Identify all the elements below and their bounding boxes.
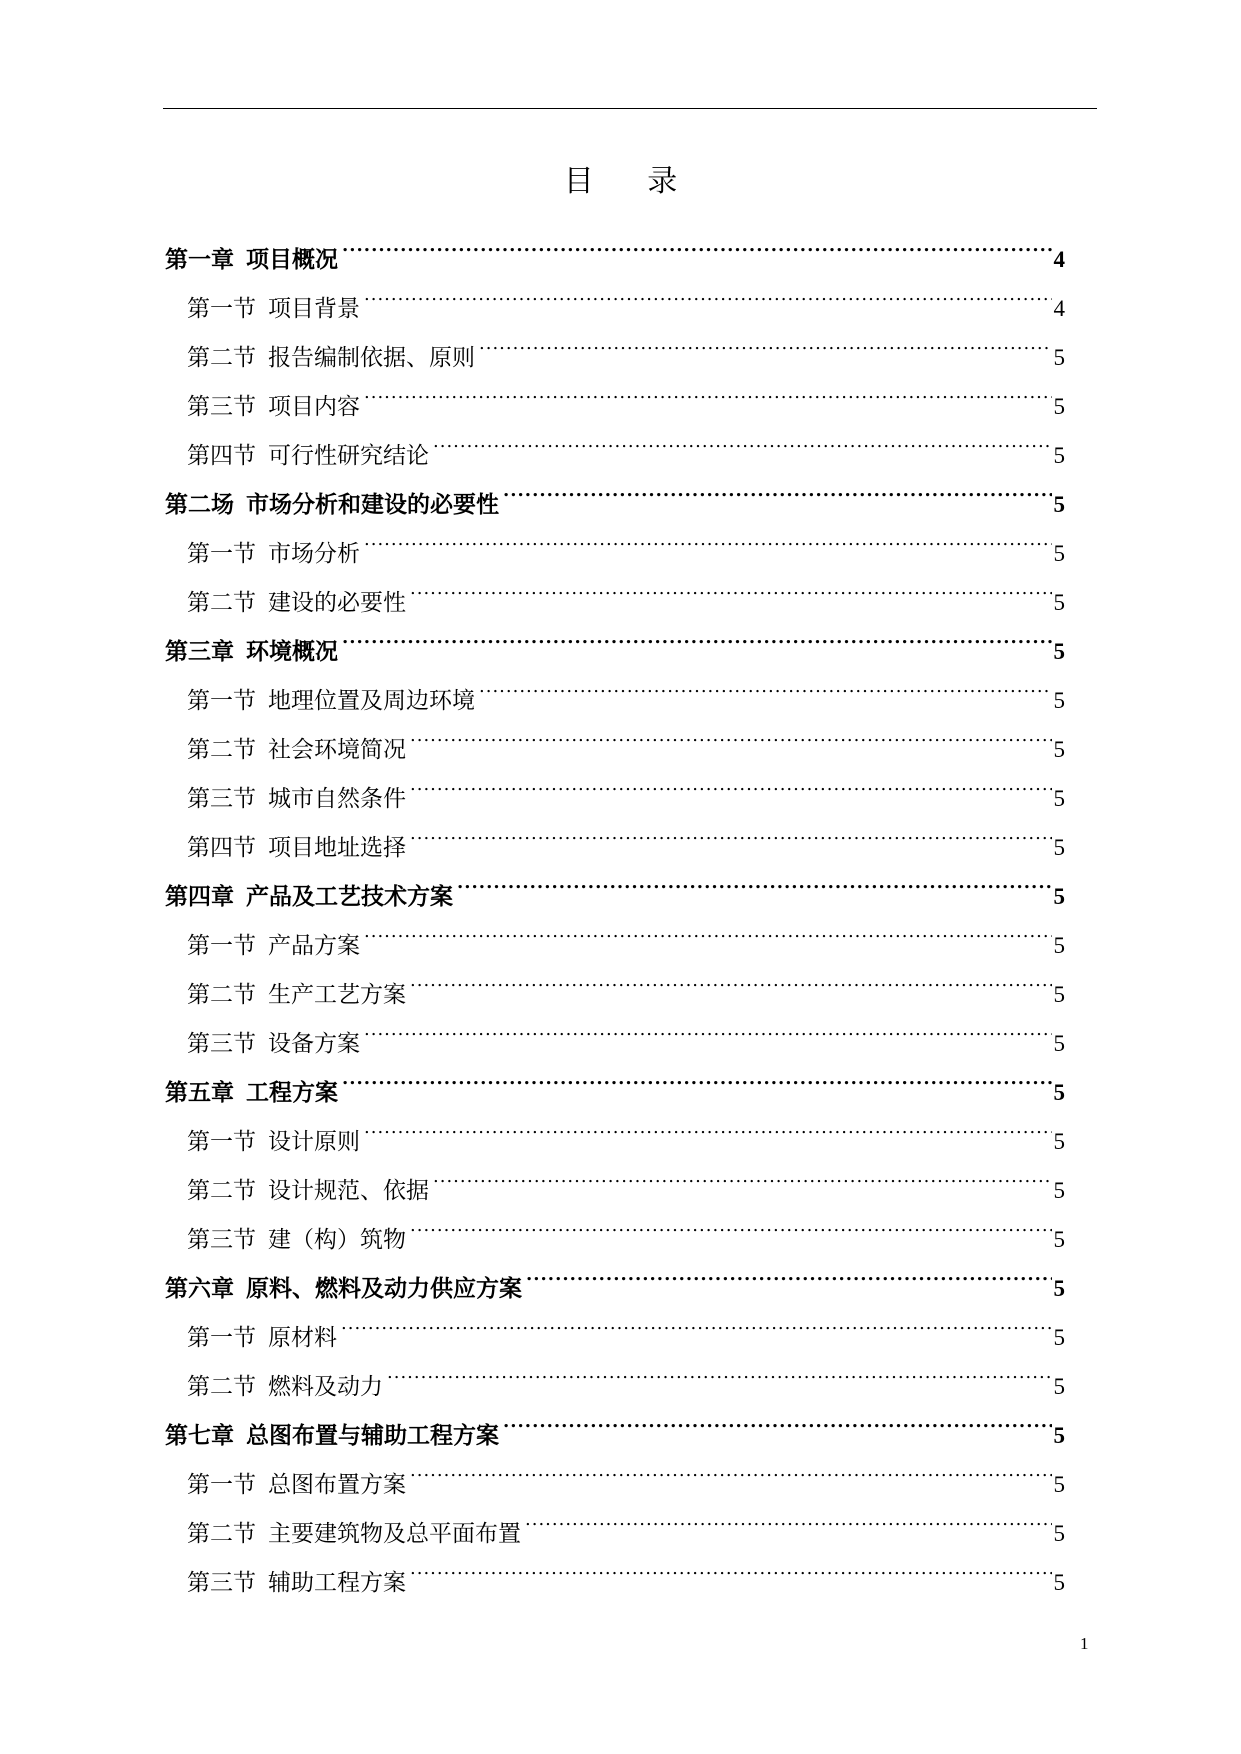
toc-entry-number: 第二节 bbox=[187, 1374, 256, 1400]
toc-entry-number: 第二节 bbox=[187, 345, 256, 371]
toc-entry-page: 5 bbox=[1053, 1178, 1065, 1203]
toc-entry-page: 5 bbox=[1053, 1129, 1065, 1154]
page-number: 1 bbox=[1080, 1634, 1089, 1653]
toc-entry-page: 5 bbox=[1053, 345, 1065, 370]
toc-dot-leader bbox=[410, 806, 1052, 855]
toc-dot-leader bbox=[410, 953, 1052, 1002]
toc-entry-title: 产品及工艺技术方案 bbox=[246, 883, 453, 910]
toc-dot-leader bbox=[503, 1394, 1052, 1443]
toc-dot-leader bbox=[525, 1492, 1052, 1541]
toc-entry-page: 5 bbox=[1053, 443, 1065, 468]
toc-dot-leader bbox=[479, 659, 1052, 708]
toc-entry-number: 第一节 bbox=[187, 933, 256, 959]
toc-entry-page: 5 bbox=[1053, 1423, 1065, 1448]
toc-entry-page: 5 bbox=[1053, 492, 1065, 517]
toc-entry-number: 第三节 bbox=[187, 1031, 256, 1057]
toc-entry-title: 市场分析 bbox=[268, 541, 360, 567]
toc-entry-number: 第四节 bbox=[187, 443, 256, 469]
toc-entry-number: 第一节 bbox=[187, 1129, 256, 1155]
toc-entry-page: 5 bbox=[1053, 1031, 1065, 1056]
toc-entry-number: 第一节 bbox=[187, 1472, 256, 1498]
toc-entry-number: 第二节 bbox=[187, 737, 256, 763]
toc-entry-page: 5 bbox=[1053, 394, 1065, 419]
toc-dot-leader bbox=[341, 1296, 1052, 1345]
toc-entry-page: 5 bbox=[1053, 1374, 1065, 1399]
toc-entry-title: 项目概况 bbox=[246, 246, 338, 273]
toc-dot-leader bbox=[410, 1443, 1052, 1492]
toc-entry-page: 5 bbox=[1053, 541, 1065, 566]
toc-entry-number: 第三节 bbox=[187, 1570, 256, 1596]
toc-entry-number: 第三节 bbox=[187, 394, 256, 420]
toc-dot-leader bbox=[410, 757, 1052, 806]
toc-dot-leader bbox=[410, 1541, 1052, 1590]
toc-entry-page: 5 bbox=[1053, 982, 1065, 1007]
toc-entry-page: 5 bbox=[1053, 688, 1065, 713]
toc-dot-leader bbox=[364, 1002, 1052, 1051]
toc-entry-page: 5 bbox=[1053, 1521, 1065, 1546]
toc-entry-page: 5 bbox=[1053, 933, 1065, 958]
toc-entry-title: 辅助工程方案 bbox=[268, 1570, 406, 1596]
toc-entry-title: 报告编制依据、原则 bbox=[268, 345, 475, 371]
toc-entry-title: 设计原则 bbox=[268, 1129, 360, 1155]
toc-entry-title: 项目内容 bbox=[268, 394, 360, 420]
toc-entry-number: 第二节 bbox=[187, 590, 256, 616]
toc-entry-page: 5 bbox=[1053, 1325, 1065, 1350]
toc-entry-number: 第一节 bbox=[187, 541, 256, 567]
toc-entry-page: 5 bbox=[1053, 835, 1065, 860]
toc-dot-leader bbox=[410, 708, 1052, 757]
toc-entry-page: 5 bbox=[1053, 590, 1065, 615]
header-rule bbox=[163, 108, 1097, 109]
toc-dot-leader bbox=[503, 463, 1052, 512]
toc-entry-title: 设备方案 bbox=[268, 1031, 360, 1057]
toc-entry-title: 工程方案 bbox=[246, 1079, 338, 1106]
toc-entry-title: 环境概况 bbox=[246, 638, 338, 665]
toc-entry-number: 第一节 bbox=[187, 688, 256, 714]
toc-dot-leader bbox=[479, 316, 1052, 365]
table-of-contents bbox=[165, 218, 1065, 1596]
toc-entry-number: 第四节 bbox=[187, 835, 256, 861]
toc-entry-title: 原料、燃料及动力供应方案 bbox=[246, 1275, 522, 1302]
toc-dot-leader bbox=[364, 904, 1052, 953]
toc-entry-page: 4 bbox=[1053, 247, 1065, 272]
toc-entry-number: 第二节 bbox=[187, 1521, 256, 1547]
toc-dot-leader bbox=[342, 218, 1052, 267]
toc-entry-number: 第一节 bbox=[187, 296, 256, 322]
toc-entry-page: 5 bbox=[1053, 1570, 1065, 1595]
toc-entry-page: 5 bbox=[1053, 639, 1065, 664]
toc-dot-leader bbox=[410, 561, 1052, 610]
toc-entry-page: 5 bbox=[1053, 1227, 1065, 1252]
toc-entry-page: 5 bbox=[1053, 1080, 1065, 1105]
toc-entry-number: 第二节 bbox=[187, 1178, 256, 1204]
toc-dot-leader bbox=[364, 512, 1052, 561]
toc-entry-number: 第三章 bbox=[165, 638, 234, 665]
toc-entry-title: 市场分析和建设的必要性 bbox=[246, 491, 499, 518]
toc-entry-title: 地理位置及周边环境 bbox=[268, 688, 475, 714]
toc-entry-title: 产品方案 bbox=[268, 933, 360, 959]
toc-dot-leader bbox=[342, 1051, 1052, 1100]
toc-dot-leader bbox=[364, 365, 1052, 414]
toc-entry-number: 第七章 bbox=[165, 1422, 234, 1449]
toc-entry-title: 总图布置方案 bbox=[268, 1472, 406, 1498]
toc-entry-title: 设计规范、依据 bbox=[268, 1178, 429, 1204]
toc-entry-page: 5 bbox=[1053, 786, 1065, 811]
toc-dot-leader bbox=[433, 414, 1052, 463]
toc-entry-title: 项目背景 bbox=[268, 296, 360, 322]
toc-entry-page: 5 bbox=[1053, 884, 1065, 909]
toc-entry-title: 建（构）筑物 bbox=[268, 1227, 406, 1253]
toc-entry-title: 总图布置与辅助工程方案 bbox=[246, 1422, 499, 1449]
toc-entry-number: 第三节 bbox=[187, 1227, 256, 1253]
page-title: 目 录 bbox=[563, 164, 700, 199]
toc-entry-number: 第二节 bbox=[187, 982, 256, 1008]
toc-dot-leader bbox=[410, 1198, 1052, 1247]
toc-dot-leader bbox=[387, 1345, 1052, 1394]
toc-entry-number: 第一章 bbox=[165, 246, 234, 273]
toc-entry-number: 第四章 bbox=[165, 883, 234, 910]
toc-entry-number: 第六章 bbox=[165, 1275, 234, 1302]
toc-entry-number: 第二场 bbox=[165, 491, 234, 518]
toc-dot-leader bbox=[457, 855, 1052, 904]
toc-entry-page: 4 bbox=[1053, 296, 1065, 321]
toc-entry-title: 社会环境简况 bbox=[268, 737, 406, 763]
toc-entry-title: 建设的必要性 bbox=[268, 590, 406, 616]
toc-dot-leader bbox=[342, 610, 1052, 659]
toc-dot-leader bbox=[433, 1149, 1052, 1198]
toc-entry-title: 原材料 bbox=[268, 1325, 337, 1351]
toc-dot-leader bbox=[526, 1247, 1052, 1296]
toc-entry-page: 5 bbox=[1053, 737, 1065, 762]
toc-entry-number: 第五章 bbox=[165, 1079, 234, 1106]
toc-entry-title: 主要建筑物及总平面布置 bbox=[268, 1521, 521, 1547]
toc-dot-leader bbox=[364, 1100, 1052, 1149]
toc-chapter-entry[interactable] bbox=[165, 218, 1065, 273]
toc-entry-number: 第一节 bbox=[187, 1325, 256, 1351]
toc-entry-number: 第三节 bbox=[187, 786, 256, 812]
toc-entry-page: 5 bbox=[1053, 1472, 1065, 1497]
toc-entry-title: 燃料及动力 bbox=[268, 1374, 383, 1400]
toc-dot-leader bbox=[364, 267, 1052, 316]
toc-entry-title: 城市自然条件 bbox=[268, 786, 406, 812]
toc-entry-title: 可行性研究结论 bbox=[268, 443, 429, 469]
toc-entry-page: 5 bbox=[1053, 1276, 1065, 1301]
toc-entry-title: 项目地址选择 bbox=[268, 835, 406, 861]
toc-entry-title: 生产工艺方案 bbox=[268, 982, 406, 1008]
